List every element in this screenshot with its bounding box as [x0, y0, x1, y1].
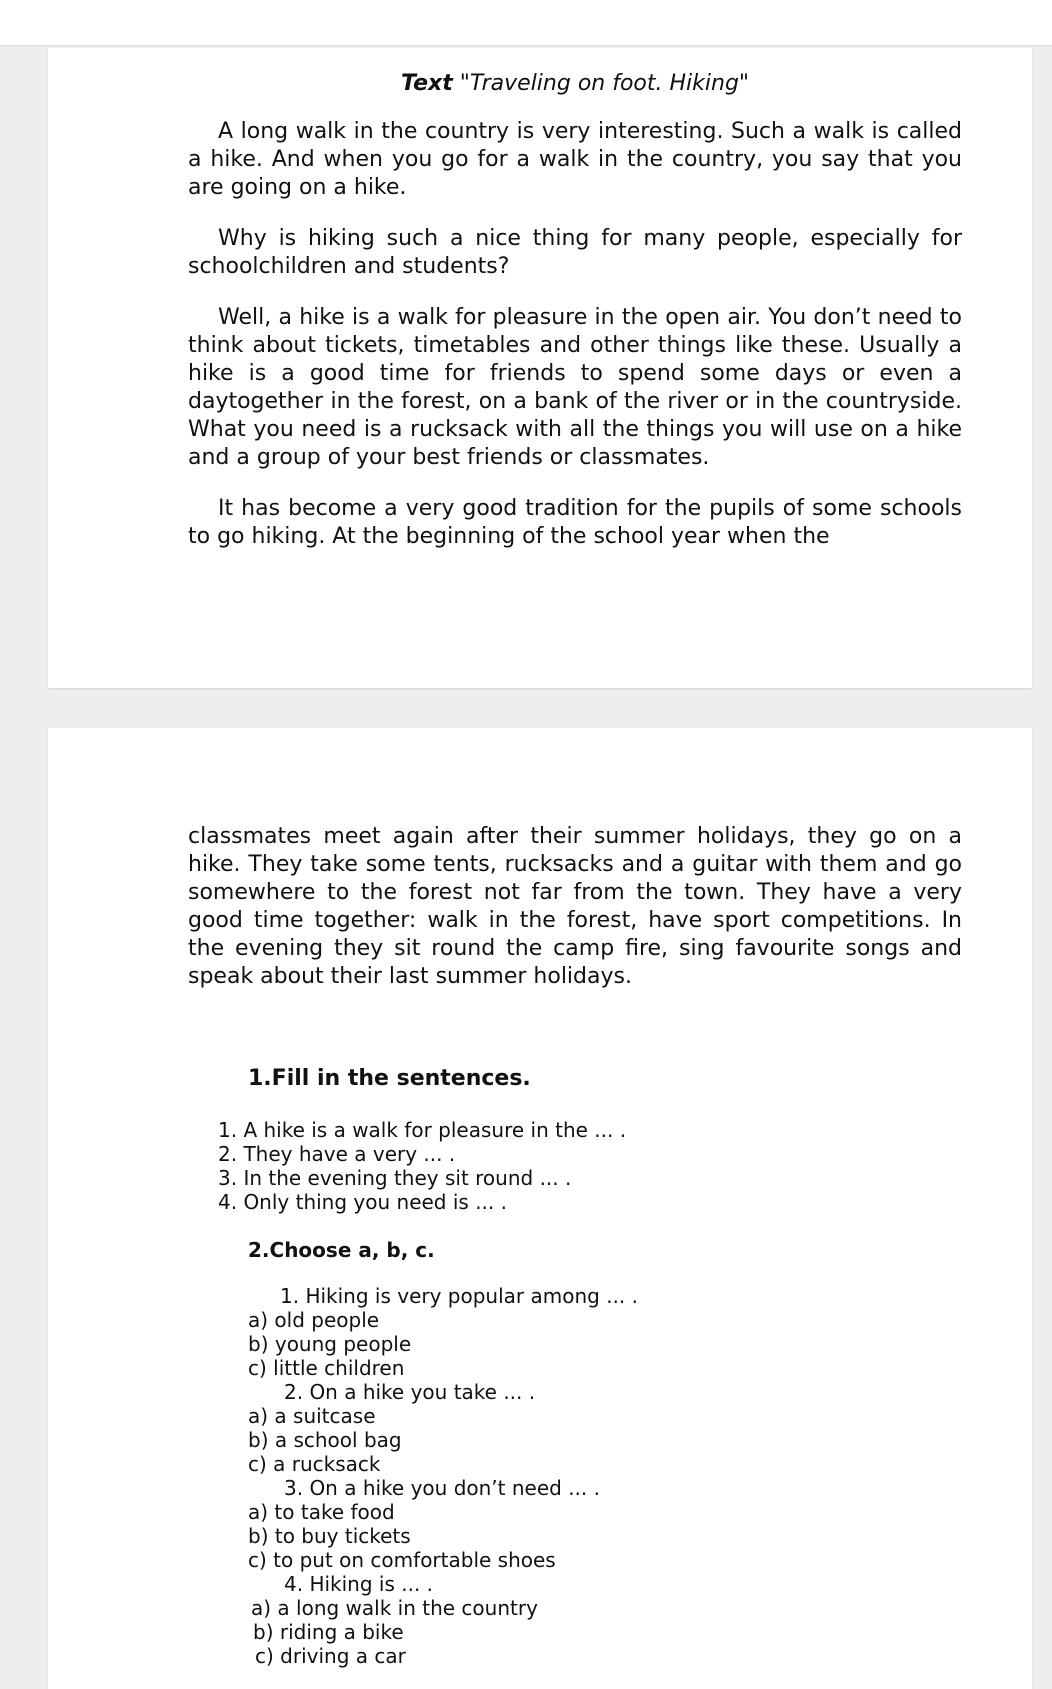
document-title — [188, 70, 962, 98]
page-1-content — [188, 70, 962, 574]
option: c) little children — [248, 1356, 405, 1380]
option: c) to put on comfortable shoes — [248, 1548, 556, 1572]
option: a) a long walk in the country — [251, 1596, 538, 1620]
option: c) driving a car — [255, 1644, 406, 1668]
document-page-2 — [48, 728, 1032, 1689]
title-text: "Traveling on foot. Hiking" — [452, 71, 750, 96]
paragraph-continuation: classmates meet again after their summer holidays, they go on a hike. They take some tents, rucksacks and a guitar with them and go somewhere to the forest not far from the town. They have a very good time together: walk in the forest, have sport competitions. In the evening they sit round the camp fire, sing favourite songs and speak about their last summer holidays. — [188, 824, 962, 989]
task-2-heading: 2.Choose a, b, c. — [248, 1238, 435, 1262]
question-4: 4. Hiking is ... . — [284, 1572, 434, 1596]
option: b) to buy tickets — [248, 1524, 411, 1548]
task-1-item: 2. They have a very ... . — [218, 1142, 456, 1166]
question-2: 2. On a hike you take ... . — [284, 1380, 536, 1404]
task-1-heading: 1.Fill in the sentences. — [248, 1066, 531, 1091]
option: a) a suitcase — [248, 1404, 376, 1428]
paragraph-3: Well, a hike is a walk for pleasure in the open air. You don’t need to think about tickets, timetables and other things like these. Usually a hike is a good time for friends to spend some days or even a daytogether in the forest, on a bank of the river or in the countryside. What you need is a rucksack with all the things you will use on a hike and a group of your best friends or classmates. — [188, 305, 962, 470]
question-3: 3. On a hike you don’t need ... . — [284, 1476, 600, 1500]
option: b) riding a bike — [253, 1620, 404, 1644]
task-1-list — [218, 1118, 626, 1214]
task-2-list — [248, 1284, 638, 1668]
paragraph-4: It has become a very good tradition for the pupils of some schools to go hiking. At the beginning of the school year when the — [188, 496, 962, 549]
option: b) a school bag — [248, 1428, 402, 1452]
paragraph-1: A long walk in the country is very interesting. Such a walk is called a hike. And when you go for a walk in the country, you say that you are going on a hike. — [188, 119, 962, 200]
document-page-1 — [48, 48, 1032, 688]
task-1-item: 1. A hike is a walk for pleasure in the ... . — [218, 1118, 627, 1142]
question-1: 1. Hiking is very popular among ... . — [280, 1284, 638, 1308]
paragraph-2: Why is hiking such a nice thing for many people, especially for schoolchildren and students? — [188, 226, 962, 279]
viewer-top-bar — [0, 0, 1052, 46]
task-1-item: 4. Only thing you need is ... . — [218, 1190, 507, 1214]
option: c) a rucksack — [248, 1452, 381, 1476]
title-bold: Text — [400, 71, 453, 96]
page-2-content — [188, 823, 962, 1014]
option: a) old people — [248, 1308, 380, 1332]
option: a) to take food — [248, 1500, 395, 1524]
task-1-item: 3. In the evening they sit round ... . — [218, 1166, 572, 1190]
option: b) young people — [248, 1332, 412, 1356]
